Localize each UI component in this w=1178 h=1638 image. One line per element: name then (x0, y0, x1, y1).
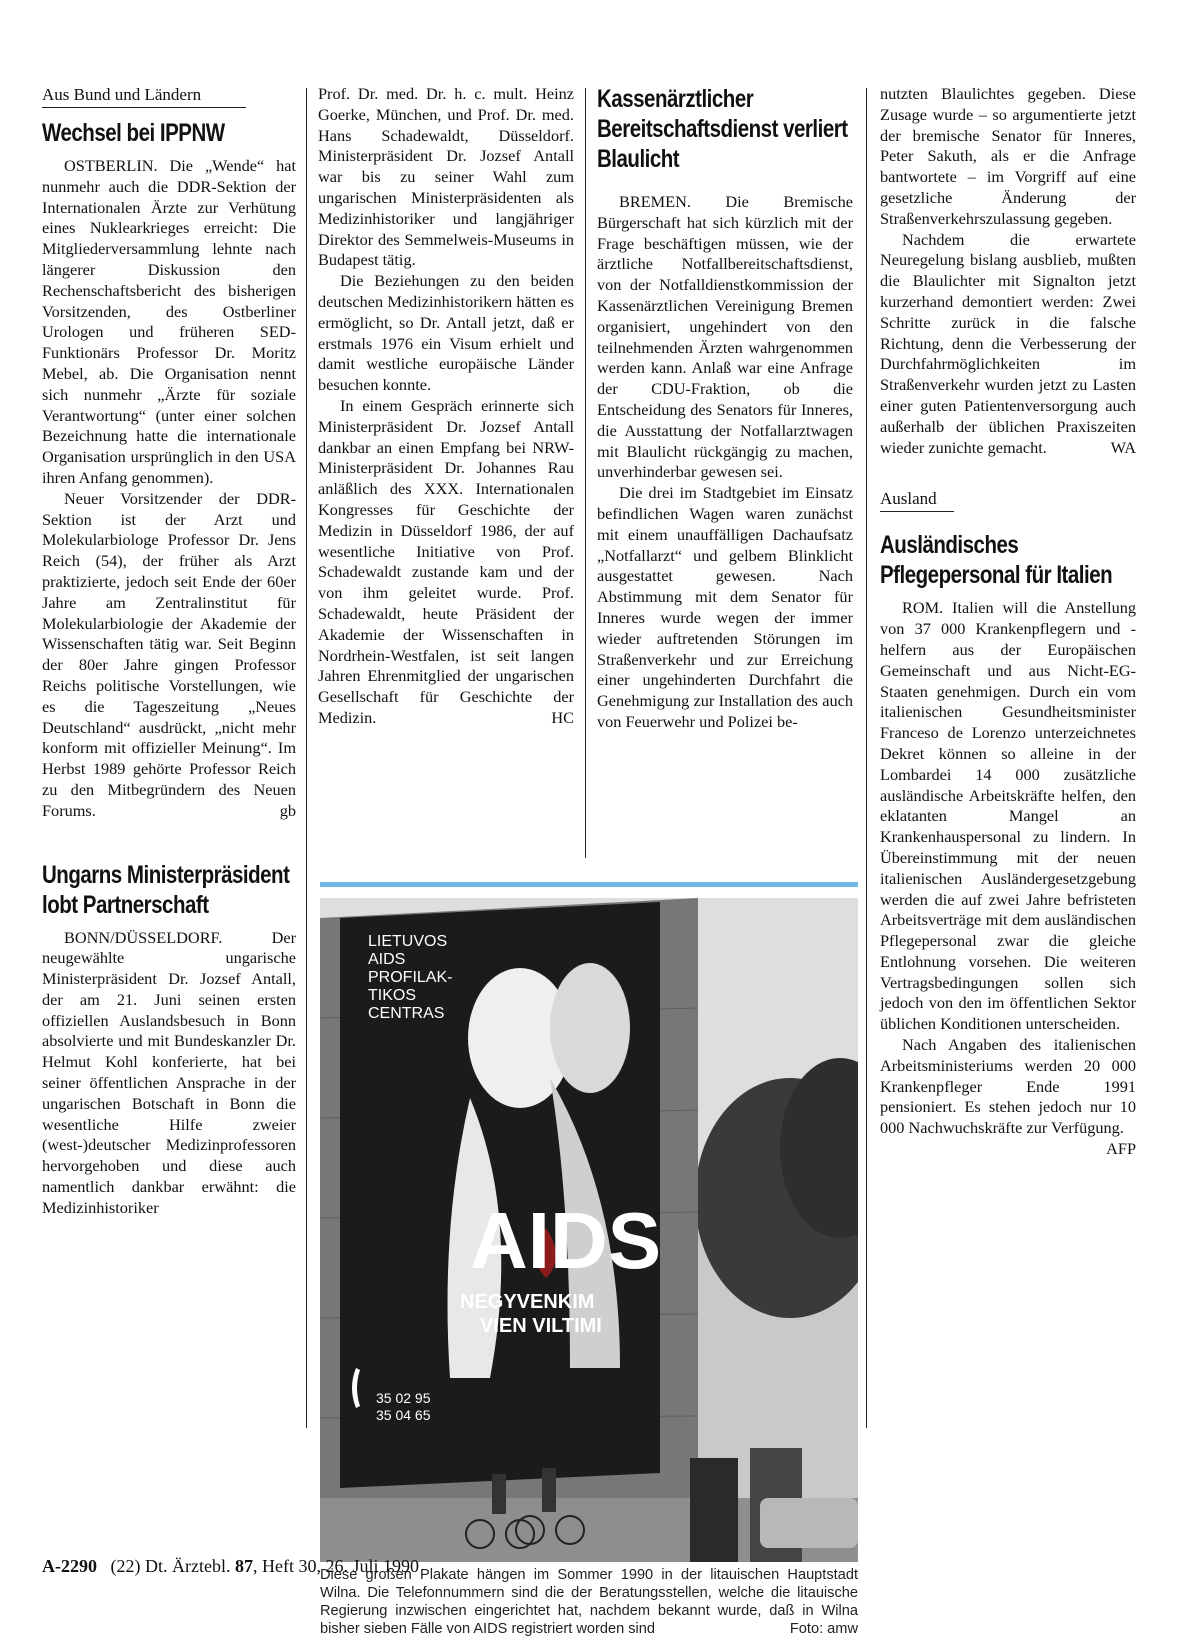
billboard-slogan: NEGYVENKIM (460, 1291, 595, 1313)
article-text: In einem Gespräch erinnerte sich Ministerpräsident Dr. Jozsef Antall dankbar an einen Empfang bei NRW-Ministerpräsident Dr. Johannes Rau anläßlich des XXX. Internationalen Kongresses für Geschichte der Medizin in Düsseldorf 1986, der auf wesentliche Initiative von Prof. Schadewaldt zustande kam und der von ihm geleitet wurde. Prof. Schadewaldt, heute Präsident der Akademie der Wissenschaften in Nordrhein-Westfalen, ist seit langen Jahren Ehrenmitglied der ungarischen Gesellschaft für Geschichte der Medizin. (318, 395, 574, 727)
article-text: Neuer Vorsitzender der DDR-Sektion ist der Arzt und Molekularbiologe Professor Dr. Jens Reich (54), der früher als Arzt praktizierte, jedoch seit Ende der 60er Jahre am Zentralinstitut für Molekularbiologie der Akademie der Wissenschaften tätig war. Seit Beginn der 80er Jahre gingen Professor Reichs politische Vorstellungen, wie es die Tageszeitung „Neues Deutschland“ ausdrückt, „nicht mehr konform mit offizieller Meinung“. Im Herbst 1989 gehörte Professor Reich zu den Mitbegründern des Neuen Forums. (42, 488, 296, 820)
article-paragraph (880, 230, 1136, 459)
caption-text: Diese großen Plakate hängen im Sommer 1990 in der litauischen Hauptstadt Wilna. Die Telefonnummern sind die der Beratungsstellen, welche die litauische Regierung inzwischen eingerichtet hat, nachdem bekannt wurde, daß in Wilna bisher sieben Fälle von AIDS registriert worden sind (320, 1567, 858, 1637)
billboard-big-text: AIDS (470, 1196, 662, 1285)
column-rule (585, 88, 586, 858)
author-signature: HC (551, 707, 574, 727)
article-paragraph: BREMEN. Die Bremische Bürgerschaft hat sich kürzlich mit der Frage beschäftigen müssen, wie der ärztliche Notfallbereitschaftsdienst, von der Notfalldienstkommission der Kassenärztlichen Vereinigung Bremen organisiert, ungehindert von den teilnehmenden Ärzten wahrgenommen werden kann. Anlaß war eine Anfrage der CDU-Fraktion, ob die Entscheidung des Senators für Inneres, die Ausstattung der Notfallarztwagen mit Blaulicht rückgängig zu machen, unverhinderbar gewesen sei. (597, 192, 853, 482)
volume-number: 87 (234, 1556, 253, 1576)
article-paragraph: OSTBERLIN. Die „Wende“ hat nunmehr auch die DDR-Sektion der Internationalen Ärzte zur Verhütung eines Nuklearkrieges erreicht: Die Mitgliederversammlung lehnte nach längerer Diskussion den Rechenschaftsbericht des bisherigen Vorsitzenden, des Ostberliner Urologen und früheren SED-Funktionärs Professor Dr. Moritz Mebel, ab. Die Organisation nennt sich nunmehr „Ärzte für soziale Verantwortung“ (unter einer solchen Bezeichnung hatte die internationale Organisation ursprünglich in den USA ihren Anfang genommen). (42, 156, 296, 487)
billboard-text: CENTRAS (368, 1005, 445, 1022)
article-paragraph: Die drei im Stadtgebiet im Einsatz befindlichen Wagen waren zunächst mit einem unauffälligen Dachaufsatz „Notfallarzt“ und gelbem Blinklicht ausgestattet gewesen. Nach Abstimmung mit dem Senator für Inneres wurde wegen der immer wieder auftretenden Störungen im Straßenverkehr und zur Erreichung einer ungehinderten Durchfahrt die Genehmigung zur Installation des auch von Feuerwehr und Polizei be- (597, 483, 853, 731)
article-paragraph (318, 396, 574, 729)
author-signature: AFP (1106, 1139, 1136, 1159)
section-kicker: Aus Bund und Ländern (42, 84, 246, 108)
article-headline: Wechsel bei IPPNW (42, 119, 225, 147)
article-paragraph (42, 489, 296, 822)
article-headline: Kassenärztlicher Bereitschaftsdienst verliert Blaulicht (597, 85, 848, 173)
page-footer (42, 1555, 419, 1577)
billboard-slogan: VIEN VILTIMI (480, 1315, 602, 1337)
author-signature: WA (1110, 437, 1136, 457)
column-rule (866, 88, 867, 1428)
article-text: Nachdem die erwartete Neuregelung bislang ausblieb, mußten die Blaulichter mit Signalton jetzt kurzerhand demontiert werden: Zwei Schritte zurück in die falsche Richtung, denn die Verbesserung der Durchfahrmöglichkeiten im Straßenverkehr wurden jetzt zu Lasten einer guten Patientenversorgung auch außerhalb der üblichen Praxiszeiten wieder zunichte gemacht. (880, 229, 1136, 457)
column-1 (42, 84, 296, 1219)
article-paragraph: nutzten Blaulichtes gegeben. Diese Zusage wurde – so argumentierte jetzt der bremische Senator für Inneres, Peter Sakuth, als er die Anfrage bantwortete – im Vorgriff auf eine gesetzliche Änderung der Straßenverkehrszulassung gegeben. (880, 84, 1136, 228)
billboard-text: PROFILAK- (368, 969, 453, 986)
article-text: Nach Angaben des italienischen Arbeitsministeriums werden 20 000 Krankenpfleger Ende 1991 pensioniert. Es stehen jedoch nur 10 000 Nachwuchskräfte zur Verfügung. (880, 1035, 1136, 1138)
article-paragraph: ROM. Italien will die Anstellung von 37 000 Krankenpflegern und -helfern aus der Europäischen Gemeinschaft und aus Nicht-EG-Staaten genehmigen. Durch ein vom italienischen Gesundheitsminister Franceso de Lorenzo unterzeichnetes Dekret können so alleine in der Lombardei 14 000 zusätzliche ausländische Arbeitskräfte helfen, den eklatanten Mangel an Krankenhauspersonal zu lindern. In Übereinstimmung mit der neuen italienischen Ausländergesetzgebung werden die auf zwei Jahre befristeten Arbeitsverträge mit dem ausländischen Pflegepersonal zwar die gleiche Entlohnung vorsehen. Die weiteren Vertragsbedingungen sollen sich jedoch von den im öffentlichen Sektor üblichen Konditionen unterscheiden. (880, 598, 1136, 1034)
column-4 (880, 84, 1136, 1160)
citation: (22) Dt. Ärztebl. (110, 1556, 231, 1576)
article-paragraph (880, 1035, 1136, 1159)
section-kicker: Ausland (880, 488, 954, 512)
billboard-illustration (320, 898, 858, 1562)
billboard-text: LIETUVOS (368, 933, 448, 950)
billboard-photo (320, 898, 858, 1562)
column-2 (318, 84, 574, 729)
article-paragraph: Prof. Dr. med. Dr. h. c. mult. Heinz Goerke, München, und Prof. Dr. med. Hans Schadewaldt, Düsseldorf. Ministerpräsident Dr. Jozsef Antall war bis zu seiner Wahl zum ungarischen Ministerpräsidenten als Medizinhistoriker und langjähriger Direktor des Semmelweis-Museums in Budapest tätig. (318, 84, 574, 270)
article-paragraph: BONN/DÜSSELDORF. Der neugewählte ungarische Ministerpräsident Dr. Jozsef Antall, der am 21. Juni seinen ersten offiziellen Auslandsbesuch in Bonn absolvierte und mit Bundeskanzler Dr. Helmut Kohl konferierte, hat bei seiner öffentlichen Ansprache in der ungarischen Botschaft in Bonn die wesentliche Hilfe zweier (west-)deutscher Medizinprofessoren hervorgehoben und diese auch namentlich dankbar erwähnt: die Medizinhistoriker (42, 927, 296, 1217)
photo-credit: Foto: amw (789, 1621, 858, 1637)
photo-accent-bar (320, 882, 858, 887)
column-3 (597, 84, 853, 733)
article-paragraph: Die Beziehungen zu den beiden deutschen Medizinhistorikern hätten es ermöglicht, so Dr. Antall jetzt, daß er erstmals 1976 ein Visum erhielt und damit westliche europäische Länder besuchen konnte. (318, 271, 574, 395)
article-headline: Ausländisches Pflegepersonal für Italien (880, 531, 1113, 590)
article-headline: Ungarns Ministerpräsident lobt Partnerschaft (42, 860, 290, 919)
author-signature: gb (279, 800, 296, 820)
page-number: A-2290 (42, 1556, 97, 1576)
issue-info: , Heft 30, 26. Juli 1990 (252, 1556, 419, 1576)
billboard-text: AIDS (368, 951, 406, 968)
billboard-phone: 35 02 95 (376, 1390, 431, 1406)
billboard-phone: 35 04 65 (376, 1407, 431, 1423)
column-rule (306, 88, 307, 1428)
billboard-text: TIKOS (368, 987, 417, 1004)
